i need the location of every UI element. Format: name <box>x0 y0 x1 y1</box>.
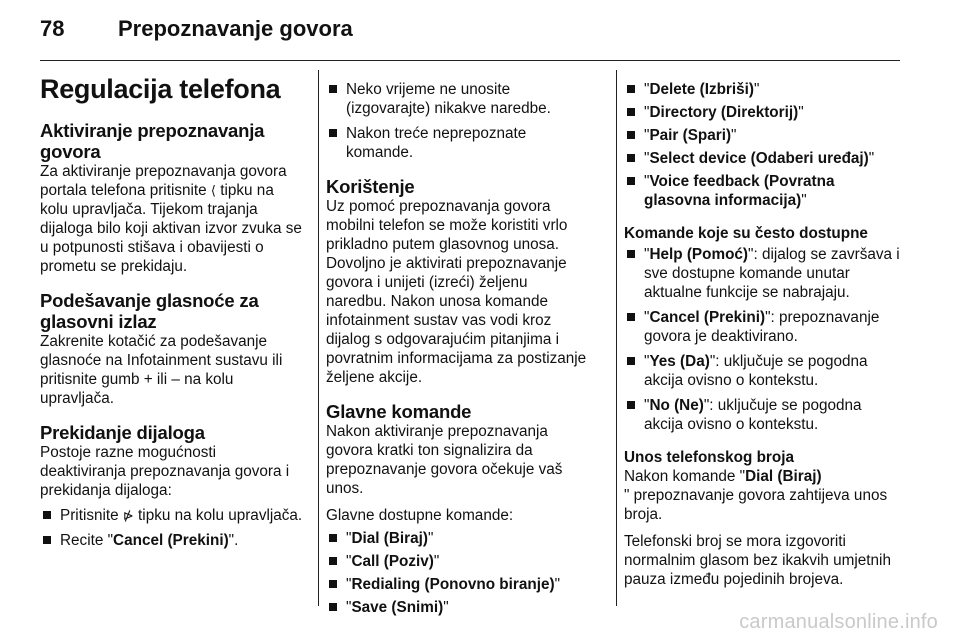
list-item: "Delete (Izbriši)" <box>624 80 904 99</box>
hang-up-button-icon: ⋫ <box>122 508 134 523</box>
command-name: Select device (Odaberi uređaj) <box>649 150 869 167</box>
list-item: "Call (Poziv)" <box>326 552 592 571</box>
column-1 <box>40 74 306 550</box>
command-name: Redialing (Ponovno biranje) <box>351 576 555 593</box>
column-2 <box>326 80 592 617</box>
watermark: carmanualsonline.info <box>739 611 938 633</box>
cancel-options-continued <box>326 80 592 162</box>
activation-text-part: Za aktiviranje prepoznavanja govora portala telefona pritisnite <box>40 163 287 199</box>
list-item-text: ". <box>228 532 239 549</box>
list-item <box>40 531 306 550</box>
usage-heading: Korištenje <box>326 176 415 197</box>
command-description: : uključuje se pogodna akcija ovisno o kontekstu. <box>644 397 862 433</box>
usage-text: Uz pomoć prepoznavanja govora mobilni telefon se može koristiti vrlo prikladno putem glasovnog unosa. Dovoljno je aktivirati prepoznavanje govora i unijeti (izreći) željenu naredbu. Nakon unosa komande infotainment sustav vas vodi kroz dijalog s odgovarajućim pitanjima i povratnim informacijama za postizanje željene akcije. <box>326 198 587 386</box>
command-name: Directory (Direktorij) <box>649 104 799 121</box>
frequent-commands-heading: Komande koje su često dostupne <box>624 225 868 242</box>
list-item: "Voice feedback (Povratna glasovna informacija)" <box>624 172 904 210</box>
list-item: Nakon treće neprepoznate komande. <box>326 124 592 162</box>
page-number: 78 <box>40 16 65 41</box>
activation-text <box>40 162 306 276</box>
command-name: Save (Snimi) <box>351 599 444 616</box>
phone-number-text <box>624 467 904 524</box>
list-item: "Pair (Spari)" <box>624 126 904 145</box>
list-item: "Directory (Direktorij)" <box>624 103 904 122</box>
command-name: No (Ne) <box>649 397 704 414</box>
volume-text: Zakrenite kotačić za podešavanje glasnoće na Infotainment sustavu ili pritisnite gumb + ili – na kolu upravljača. <box>40 333 283 407</box>
phone-number-text-part: Nakon komande " <box>624 468 746 485</box>
section-title: Regulacija telefona <box>40 74 281 104</box>
list-item: "Help (Pomoć)": dijalog se završava i sve dostupne komande unutar aktualne funkcije se nabrajaju. <box>624 245 904 302</box>
list-item: "Dial (Biraj)" <box>326 529 592 548</box>
volume-heading: Podešavanje glasnoće za glasovni izlaz <box>40 290 259 332</box>
page-header <box>40 14 920 48</box>
main-commands-list-continued <box>624 80 904 210</box>
column-divider-2 <box>616 70 617 606</box>
command-description: : prepoznavanje govora je deaktivirano. <box>644 309 880 345</box>
frequent-commands-list <box>624 245 904 434</box>
list-item: "Redialing (Ponovno biranje)" <box>326 575 592 594</box>
list-item <box>40 506 306 525</box>
main-commands-heading: Glavne komande <box>326 401 472 422</box>
list-item: "Save (Snimi)" <box>326 598 592 617</box>
list-item: Neko vrijeme ne unosite (izgovarajte) nikakve naredbe. <box>326 80 592 118</box>
command-name: Help (Pomoć) <box>649 246 749 263</box>
voice-button-icon: ⟨ <box>210 183 216 198</box>
command-description: : dijalog se završava i sve dostupne komande unutar aktualne funkcije se nabrajaju. <box>644 246 900 301</box>
command-name: Call (Poziv) <box>351 553 434 570</box>
list-item: "Select device (Odaberi uređaj)" <box>624 149 904 168</box>
command-name: Cancel (Prekini) <box>649 309 766 326</box>
list-item: "No (Ne)": uključuje se pogodna akcija ovisno o kontekstu. <box>624 396 904 434</box>
cancel-dialog-text: Postoje razne mogućnosti deaktiviranja prepoznavanja govora i prekidanja dijaloga: <box>40 444 290 499</box>
header-rule <box>40 60 900 61</box>
list-item-text: Recite " <box>60 532 114 549</box>
command-name: Cancel (Prekini) <box>113 532 229 549</box>
cancel-dialog-heading: Prekidanje dijaloga <box>40 422 205 443</box>
running-title: Prepoznavanje govora <box>118 16 353 41</box>
list-item: "Cancel (Prekini)": prepoznavanje govora je deaktivirano. <box>624 308 904 346</box>
phone-number-text-part: " prepoznavanje govora zahtijeva unos broja. <box>624 487 888 523</box>
list-item-text: Pritisnite <box>60 507 123 524</box>
command-name: Delete (Izbriši) <box>649 81 754 98</box>
main-commands-list <box>326 529 592 617</box>
phone-number-heading: Unos telefonskog broja <box>624 449 794 466</box>
column-3 <box>624 80 904 589</box>
activation-text-part: tipku na kolu upravljača. Tijekom trajanja dijaloga bilo koji aktivan izvor zvuka se u potpunosti stišava i obavijesti o prometu se prekidaju. <box>40 182 302 275</box>
list-item: "Yes (Da)": uključuje se pogodna akcija ovisno o kontekstu. <box>624 352 904 390</box>
command-name: Yes (Da) <box>649 353 710 370</box>
command-name: Voice feedback (Povratna glasovna informacija) <box>644 173 835 209</box>
list-item-text: tipku na kolu upravljača. <box>133 507 303 524</box>
main-commands-text: Nakon aktiviranje prepoznavanja govora kratki ton signalizira da prepoznavanje govora očekuje vaš unos. <box>326 423 563 497</box>
command-description: : uključuje se pogodna akcija ovisno o kontekstu. <box>644 353 868 389</box>
main-commands-intro: Glavne dostupne komande: <box>326 507 514 524</box>
activation-heading: Aktiviranje prepoznavanja govora <box>40 120 265 162</box>
cancel-options-list <box>40 506 306 550</box>
command-name: Pair (Spari) <box>649 127 732 144</box>
phone-number-text-2: Telefonski broj se mora izgovoriti normalnim glasom bez ikakvih umjetnih pauza između pojedinih brojeva. <box>624 533 891 588</box>
column-divider-1 <box>318 70 319 606</box>
command-name: Dial (Biraj) <box>351 530 428 547</box>
command-name: Dial (Biraj) <box>745 468 822 485</box>
